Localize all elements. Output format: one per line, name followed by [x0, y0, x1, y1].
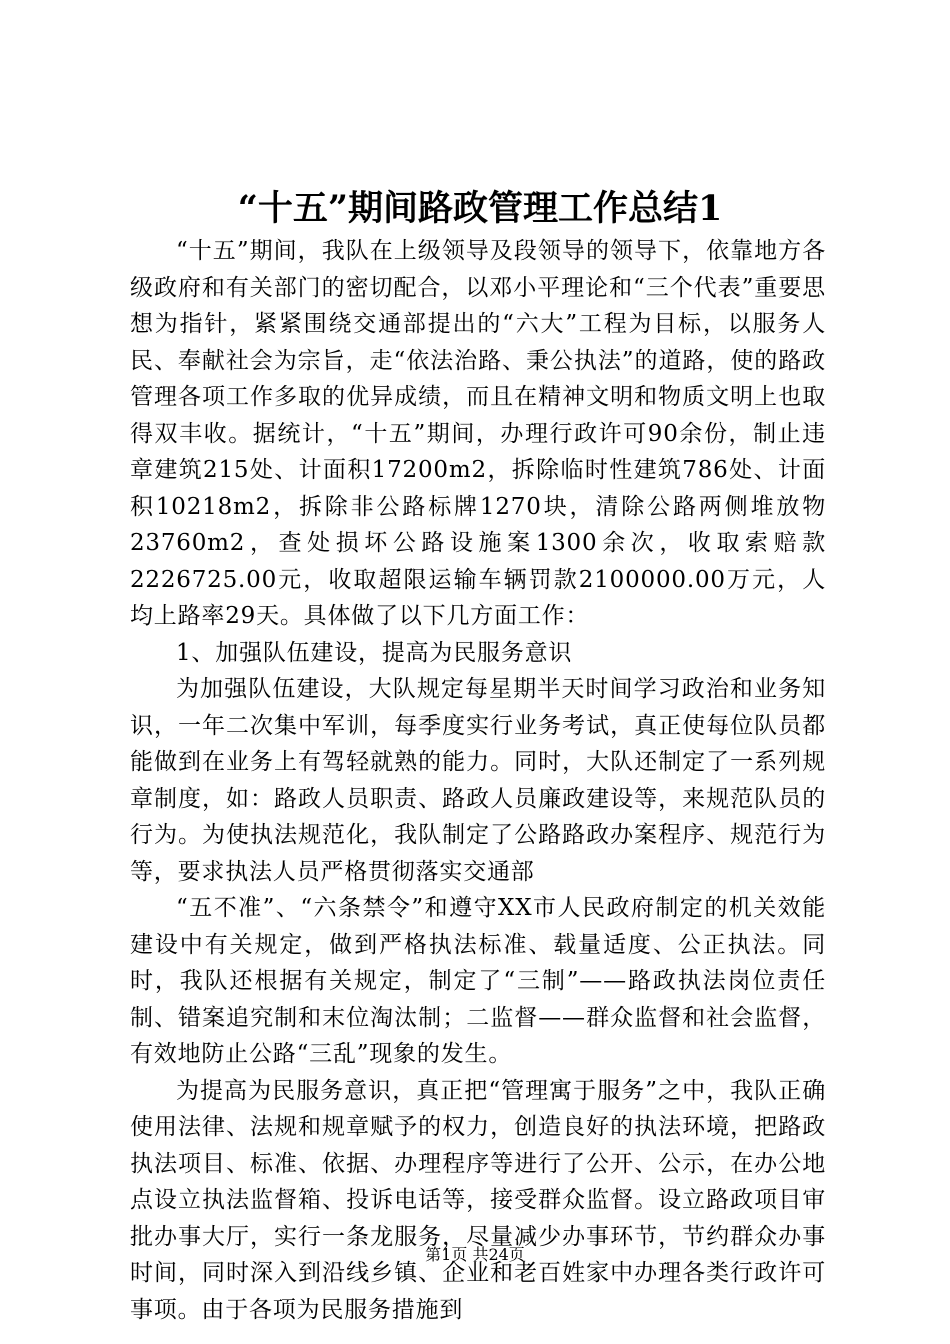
paragraph-intro: “十五”期间，我队在上级领导及段领导的领导下，依靠地方各级政府和有关部门的密切配合，以邓小平理论和“三个代表”重要思想为指针，紧紧围绕交通部提出的“六大”工程为目标，以服务人民、奉献社会为宗旨，走“依法治路、秉公执法”的道路，使的路政管理各项工作多取的优异成绩，而且在精神文明和物质文明上也取得双丰收。据统计，“十五”期间，办理行政许可90余份，制止违章建筑215处、计面积17200m2，拆除临时性建筑786处、计面积10218m2，拆除非公路标牌1270块，清除公路两侧堆放物23760m2，查处损坏公路设施案1300余次，收取索赔款2226725.00元，收取超限运输车辆罚款2100000.00万元，人均上路率29天。具体做了以下几方面工作：	[130, 238, 826, 629]
section-heading-team-building: 1、加强队伍建设，提高为民服务意识	[176, 639, 573, 666]
document-title: “十五”期间路政管理工作总结1	[237, 188, 723, 229]
paragraph-service: 为提高为民服务意识，真正把“管理寓于服务”之中，我队正确使用法律、法规和规章赋予的权力，创造良好的执法环境，把路政执法项目、标准、依据、办理程序等进行了公开、公示，在办公地点设立执法监督箱、投诉电话等，接受群众监督。设立路政项目审批办事大厅，实行一条龙服务，尽量减少办事环节，节约群众办事时间，同时深入到沿线乡镇、企业和老百姓家中办理各类行政许可事项。由于各项为民服务措施到	[130, 1077, 826, 1323]
page-number-footer: 第1页 共24页	[425, 1245, 525, 1264]
paragraph-regulations: “五不准”、“六条禁令”和遵守XX市人民政府制定的机关效能建设中有关规定，做到严格执法标准、载量适度、公正执法。同时，我队还根据有关规定，制定了“三制”——路政执法岗位责任制、错案追究制和末位淘汰制；二监督——群众监督和社会监督，有效地防止公路“三乱”现象的发生。	[130, 895, 826, 1067]
paragraph-team-building: 为加强队伍建设，大队规定每星期半天时间学习政治和业务知识，一年二次集中军训，每季度实行业务考试，真正使每位队员都能做到在业务上有驾轻就熟的能力。同时，大队还制定了一系列规章制度，如：路政人员职责、路政人员廉政建设等，来规范队员的行为。为使执法规范化，我队制定了公路路政办案程序、规范行为等，要求执法人员严格贯彻落实交通部	[130, 676, 826, 885]
document-body	[130, 233, 826, 1328]
